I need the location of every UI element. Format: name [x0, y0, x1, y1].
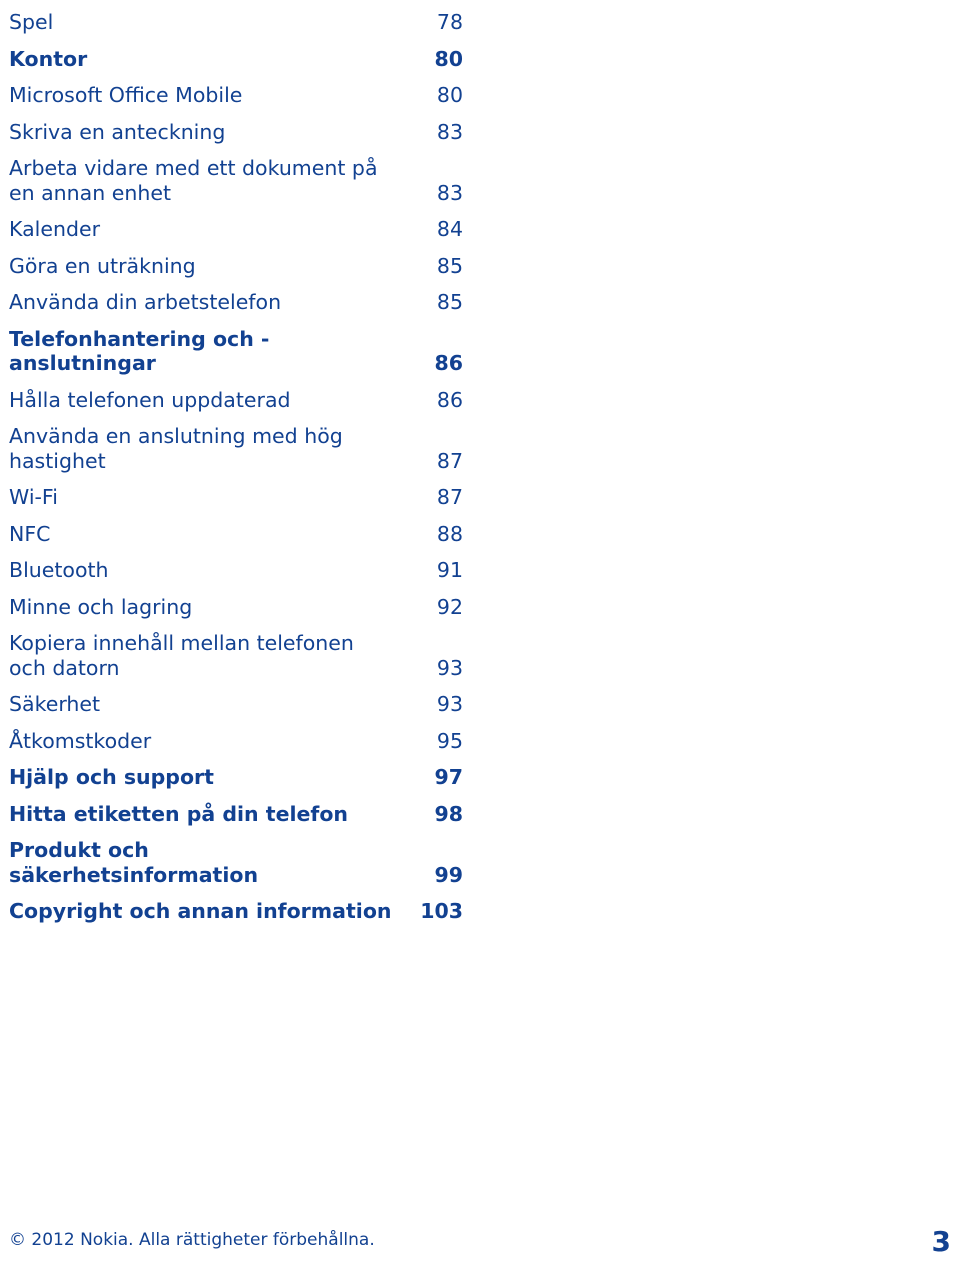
toc-entry-title: Använda din arbetstelefon — [9, 290, 282, 314]
toc-entry-title: Kontor — [9, 46, 88, 71]
toc-entry-page: 78 — [436, 10, 463, 34]
toc-entry[interactable] — [9, 211, 463, 248]
toc-entry[interactable] — [9, 893, 463, 930]
toc-entry[interactable] — [9, 589, 463, 626]
toc-entry[interactable] — [9, 759, 463, 796]
toc-entry-title: Hitta etiketten på din telefon — [9, 801, 349, 826]
toc-entry-page: 87 — [436, 448, 463, 473]
toc-entry-title: Säkerhet — [9, 692, 101, 716]
page-number: 3 — [931, 1225, 951, 1258]
toc-entry-page: 93 — [436, 692, 463, 716]
toc-entry[interactable] — [9, 41, 463, 78]
toc-entry[interactable] — [9, 625, 463, 686]
toc-entry[interactable] — [9, 150, 463, 211]
toc-entry-page: 88 — [436, 521, 463, 546]
toc-entry-title: Produkt och säkerhetsinformation — [9, 838, 259, 887]
toc-entry-title: Minne och lagring — [9, 594, 193, 619]
toc-entry-title: Telefonhantering och -anslutningar — [9, 326, 270, 375]
toc-entry[interactable] — [9, 552, 463, 589]
toc-entry-title: Wi-Fi — [9, 485, 58, 509]
toc-entry[interactable] — [9, 4, 463, 41]
toc-entry[interactable] — [9, 382, 463, 419]
toc-entry-title: Spel — [9, 10, 54, 34]
toc-entry[interactable] — [9, 418, 463, 479]
toc-entry-title: Hålla telefonen uppdaterad — [9, 387, 291, 412]
toc-entry[interactable] — [9, 321, 463, 382]
toc-entry-title: Bluetooth — [9, 558, 109, 582]
toc-entry-page: 80 — [434, 46, 463, 71]
toc-entry[interactable] — [9, 516, 463, 553]
toc-entry[interactable] — [9, 479, 463, 516]
toc-entry-title: Göra en uträkning — [9, 253, 196, 278]
toc-entry-page: 98 — [434, 801, 463, 826]
toc-entry[interactable] — [9, 114, 463, 151]
toc-entry-title: Copyright och annan information — [9, 899, 392, 923]
toc-entry-title: Använda en anslutning med hög hastighet — [9, 424, 343, 473]
toc-entry[interactable] — [9, 723, 463, 760]
toc-entry[interactable] — [9, 77, 463, 114]
toc-entry-title: Skriva en anteckning — [9, 119, 226, 144]
toc-entry[interactable] — [9, 832, 463, 893]
toc-entry-title: Microsoft Office Mobile — [9, 83, 243, 107]
toc-entry-page: 83 — [436, 180, 463, 205]
toc-entry-page: 86 — [434, 351, 463, 375]
toc-entry-page: 86 — [436, 387, 463, 412]
toc-entry-page: 87 — [436, 485, 463, 509]
toc-entry-page: 103 — [420, 899, 463, 923]
toc-entry-page: 84 — [436, 217, 463, 241]
toc-entry-page: 92 — [436, 594, 463, 619]
toc-entry-title: Kopiera innehåll mellan telefonen och datorn — [9, 631, 354, 680]
toc-entry[interactable] — [9, 686, 463, 723]
toc-entry-title: Kalender — [9, 217, 100, 241]
toc-entry[interactable] — [9, 248, 463, 285]
toc-entry-page: 93 — [436, 655, 463, 680]
toc-entry-page: 85 — [436, 253, 463, 278]
toc-entry-title: Åtkomstkoder — [9, 728, 152, 753]
toc-entry-page: 99 — [434, 862, 463, 887]
copyright-footer: © 2012 Nokia. Alla rättigheter förbehållna. — [9, 1230, 375, 1250]
toc-entry[interactable] — [9, 284, 463, 321]
toc-entry-page: 91 — [436, 558, 463, 582]
toc-entry-page: 83 — [436, 119, 463, 144]
toc-entry-page: 85 — [436, 290, 463, 314]
toc-entry-page: 97 — [434, 765, 463, 789]
toc-entry-title: NFC — [9, 521, 51, 546]
toc-entry-page: 95 — [436, 728, 463, 753]
toc-entry-title: Arbeta vidare med ett dokument på en annan enhet — [9, 156, 378, 205]
toc-entry-title: Hjälp och support — [9, 765, 214, 789]
table-of-contents — [9, 4, 463, 930]
toc-entry[interactable] — [9, 796, 463, 833]
toc-entry-page: 80 — [436, 83, 463, 107]
